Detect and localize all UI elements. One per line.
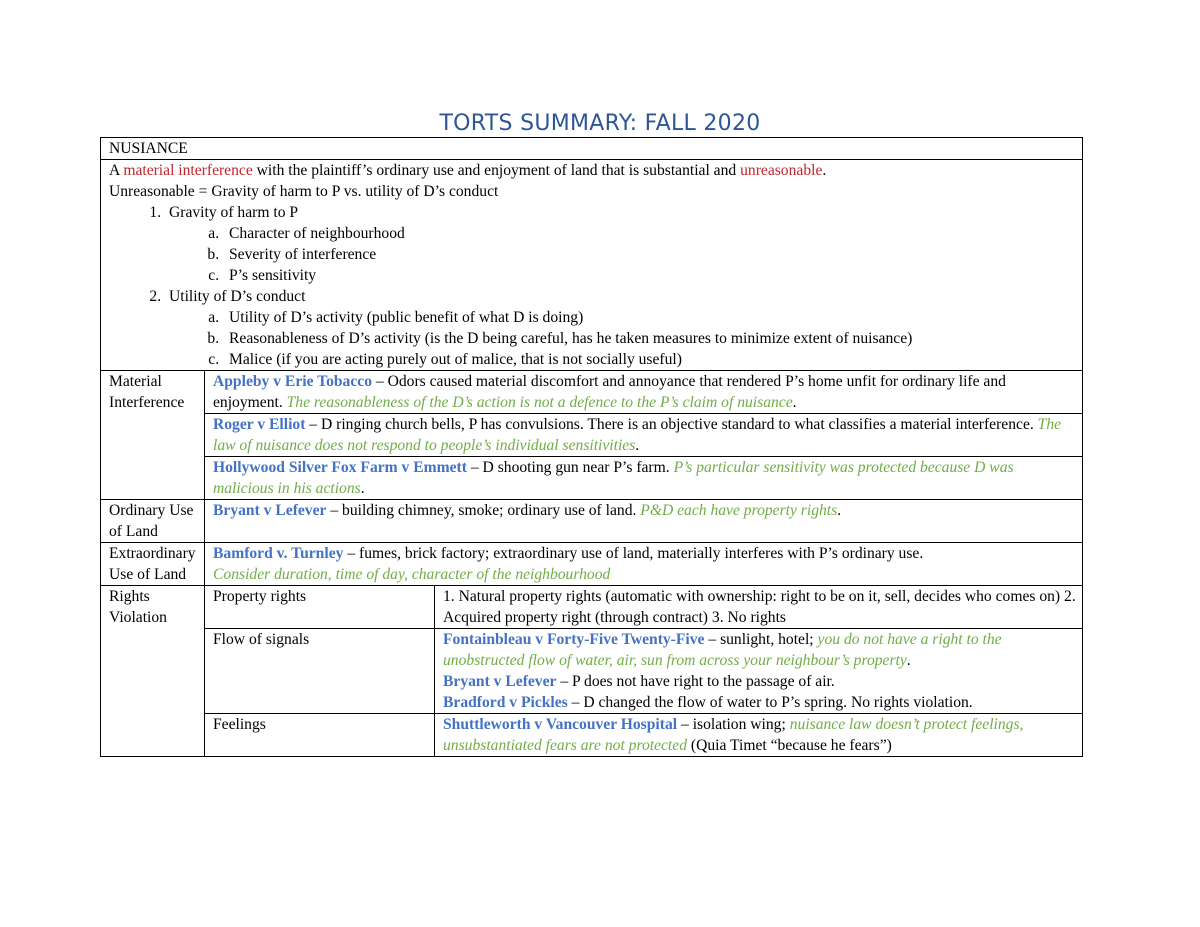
factor-item (165, 202, 1076, 286)
case-name: Fontainbleau v Forty-Five Twenty-Five (443, 631, 705, 648)
case-note: The reasonableness of the D’s action is not a defence to the P’s claim of nuisance (286, 394, 793, 411)
factor-list (109, 202, 1076, 370)
case-name: Shuttleworth v Vancouver Hospital (443, 716, 678, 733)
case-end: . (360, 480, 365, 497)
case-note: Consider duration, time of day, character of the neighbourhood (213, 566, 611, 583)
case-name: Roger v Elliot (213, 416, 306, 433)
torts-summary-table (100, 137, 1083, 757)
definition-cell (101, 160, 1083, 371)
rights-violation-row (101, 629, 1083, 714)
factor-item (165, 286, 1076, 370)
sub-label-property-rights: Property rights (205, 586, 435, 629)
definition-pre: A (109, 162, 124, 179)
material-interference-row (101, 371, 1083, 414)
case-end: . (906, 652, 911, 669)
definition-highlight-unreasonable: unreasonable (740, 162, 823, 179)
extraordinary-use-row (101, 543, 1083, 586)
page-title: TORTS SUMMARY: FALL 2020 (439, 111, 761, 136)
case-end: (Quia Timet “because he fears”) (687, 737, 892, 754)
definition-row (101, 160, 1083, 371)
case-note: you do not have a right to the unobstructed flow of water, air, sun from across your neighbour’s property (443, 631, 1002, 669)
case-cell (205, 371, 1083, 414)
ordinary-use-row (101, 500, 1083, 543)
case-text: – D changed the flow of water to P’s spring. No rights violation. (567, 694, 973, 711)
rights-violation-row (101, 714, 1083, 757)
section-header: NUSIANCE (101, 138, 1083, 160)
material-interference-row (101, 414, 1083, 457)
case-text: – D ringing church bells, P has convulsions. There is an objective standard to what classifies a material interference. (305, 416, 1038, 433)
row-label-extraordinary-use: Extraordinary Use of Land (101, 543, 205, 586)
sub-factor-item: c. P’s sensitivity (223, 265, 1076, 286)
case-end: . (635, 437, 640, 454)
sub-factor-list (169, 307, 1076, 370)
case-cell (205, 457, 1083, 500)
sub-label-flow-of-signals: Flow of signals (205, 629, 435, 714)
case-cell (435, 714, 1083, 757)
case-name: Bamford v. Turnley (213, 545, 344, 562)
sub-factor-item: a. Utility of D’s activity (public benefit of what D is doing) (223, 307, 1076, 328)
factor-label: Utility of D’s conduct (169, 288, 306, 305)
property-rights-text: 1. Natural property rights (automatic with ownership: right to be on it, sell, decides who comes on) 2. Acquired property right (through contract) 3. No rights (435, 586, 1083, 629)
sub-factor-list (169, 223, 1076, 286)
sub-factor-item: c. Malice (if you are acting purely out of malice, that is not socially useful) (223, 349, 1076, 370)
case-cell (205, 414, 1083, 457)
case-end: . (792, 394, 797, 411)
sub-label-feelings: Feelings (205, 714, 435, 757)
definition-post: . (822, 162, 827, 179)
material-interference-row (101, 457, 1083, 500)
case-text: – building chimney, smoke; ordinary use of land. (326, 502, 641, 519)
case-note: P’s particular sensitivity was protected because D was malicious in his actions (213, 459, 1014, 497)
flow-of-signals-cases (435, 629, 1083, 714)
factor-label: Gravity of harm to P (169, 204, 299, 221)
row-label-rights-violation: Rights Violation (101, 586, 205, 757)
definition-text (109, 160, 1076, 181)
definition-formula: Unreasonable = Gravity of harm to P vs. utility of D’s conduct (109, 183, 499, 200)
case-text: – sunlight, hotel; (704, 631, 818, 648)
row-label-ordinary-use: Ordinary Use of Land (101, 500, 205, 543)
case-text: – P does not have right to the passage of air. (556, 673, 835, 690)
definition-highlight-material-interference: material interference (123, 162, 253, 179)
case-name: Bradford v Pickles (443, 694, 568, 711)
definition-mid: with the plaintiff’s ordinary use and enjoyment of land that is substantial and (252, 162, 741, 179)
case-text: – D shooting gun near P’s farm. (466, 459, 674, 476)
case-name: Appleby v Erie Tobacco (213, 373, 372, 390)
case-note: nuisance law doesn’t protect feelings, unsubstantiated fears are not protected (443, 716, 1024, 754)
section-header-row (101, 138, 1083, 160)
case-text: – Odors caused material discomfort and annoyance that rendered P’s home unfit for ordinary life and enjoyment. (213, 373, 1006, 411)
case-text: – isolation wing; (677, 716, 790, 733)
case-end: . (837, 502, 842, 519)
rights-violation-row (101, 586, 1083, 629)
sub-factor-item: b. Reasonableness of D’s activity (is the D being careful, has he taken measures to minimize extent of nuisance) (223, 328, 1076, 349)
case-cell (205, 543, 1083, 586)
case-name: Hollywood Silver Fox Farm v Emmett (213, 459, 467, 476)
row-label-material-interference: Material Interference (101, 371, 205, 500)
case-note: P&D each have property rights (640, 502, 838, 519)
sub-factor-item: a. Character of neighbourhood (223, 223, 1076, 244)
case-name: Bryant v Lefever (443, 673, 557, 690)
case-cell (205, 500, 1083, 543)
case-note: The law of nuisance does not respond to people’s individual sensitivities (213, 416, 1062, 454)
case-text: – fumes, brick factory; extraordinary use of land, materially interferes with P’s ordinary use. (343, 545, 924, 562)
case-name: Bryant v Lefever (213, 502, 327, 519)
sub-factor-item: b. Severity of interference (223, 244, 1076, 265)
